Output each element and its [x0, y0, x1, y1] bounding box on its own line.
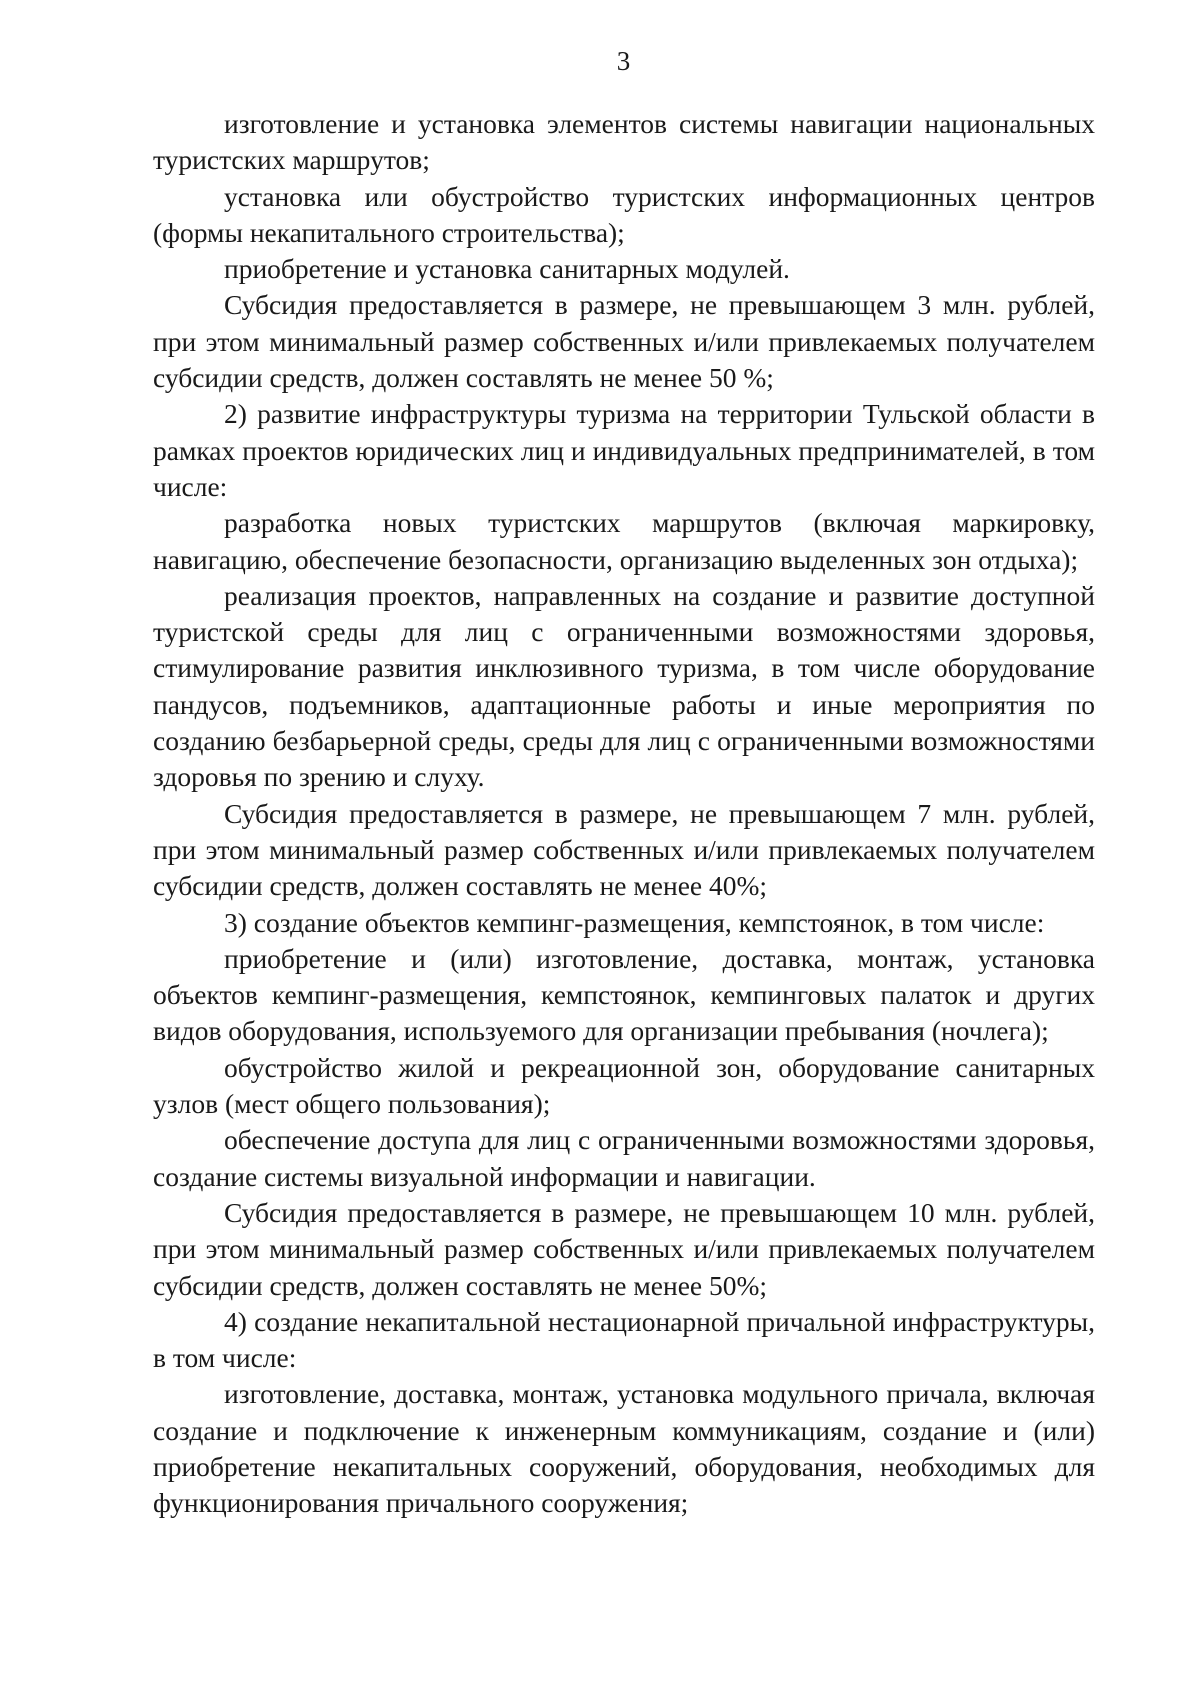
- page-number: 3: [616, 46, 631, 76]
- paragraph: Субсидия предоставляется в размере, не превышающем 10 млн. рублей, при этом минимальный размер собственных и/или привлекаемых получателем субсидии средств, должен составлять не менее 50%;: [153, 1196, 1095, 1301]
- paragraph: реализация проектов, направленных на создание и развитие доступной туристской среды для лиц с ограниченными возможностями здоровья, стимулирование развития инклюзивного туризма, в том числе оборудование пандусов, подъемников, адаптационные работы и иные мероприятия по созданию безбарьерной среды, среды для лиц с ограниченными возможностями здоровья по зрению и слуху.: [153, 579, 1095, 793]
- paragraph: обустройство жилой и рекреационной зон, оборудование санитарных узлов (мест общего пользования);: [153, 1051, 1095, 1120]
- paragraph: приобретение и установка санитарных модулей.: [224, 253, 790, 285]
- paragraph: Субсидия предоставляется в размере, не превышающем 7 млн. рублей, при этом минимальный размер собственных и/или привлекаемых получателем субсидии средств, должен составлять не менее 40%;: [153, 797, 1095, 902]
- paragraph: приобретение и (или) изготовление, доставка, монтаж, установка объектов кемпинг-размещения, кемпстоянок, кемпинговых палаток и других видов оборудования, используемого для организации пребывания (ночлега);: [153, 942, 1095, 1047]
- paragraph: 4) создание некапитальной нестационарной причальной инфраструктуры, в том числе:: [153, 1305, 1095, 1374]
- paragraph: разработка новых туристских маршрутов (включая маркировку, навигацию, обеспечение безопасности, организацию выделенных зон отдыха);: [153, 507, 1095, 575]
- paragraph: изготовление, доставка, монтаж, установка модульного причала, включая создание и подключение к инженерным коммуникациям, создание и (или) приобретение некапитальных сооружений, оборудования, необходимых для функционирования причального сооружения;: [153, 1378, 1095, 1519]
- document-body: [153, 106, 1095, 1522]
- paragraph: установка или обустройство туристских информационных центров (формы некапитального строительства);: [153, 180, 1095, 248]
- paragraph: 2) развитие инфраструктуры туризма на территории Тульской области в рамках проектов юридических лиц и индивидуальных предпринимателей, в том числе:: [153, 398, 1095, 502]
- paragraph: 3) создание объектов кемпинг-размещения, кемпстоянок, в том числе:: [224, 906, 1045, 938]
- paragraph: обеспечение доступа для лиц с ограниченными возможностями здоровья, создание системы визуальной информации и навигации.: [153, 1124, 1095, 1192]
- paragraph: изготовление и установка элементов системы навигации национальных туристских маршрутов;: [153, 108, 1095, 176]
- paragraph: Субсидия предоставляется в размере, не превышающем 3 млн. рублей, при этом минимальный размер собственных и/или привлекаемых получателем субсидии средств, должен составлять не менее 50 %;: [153, 289, 1095, 394]
